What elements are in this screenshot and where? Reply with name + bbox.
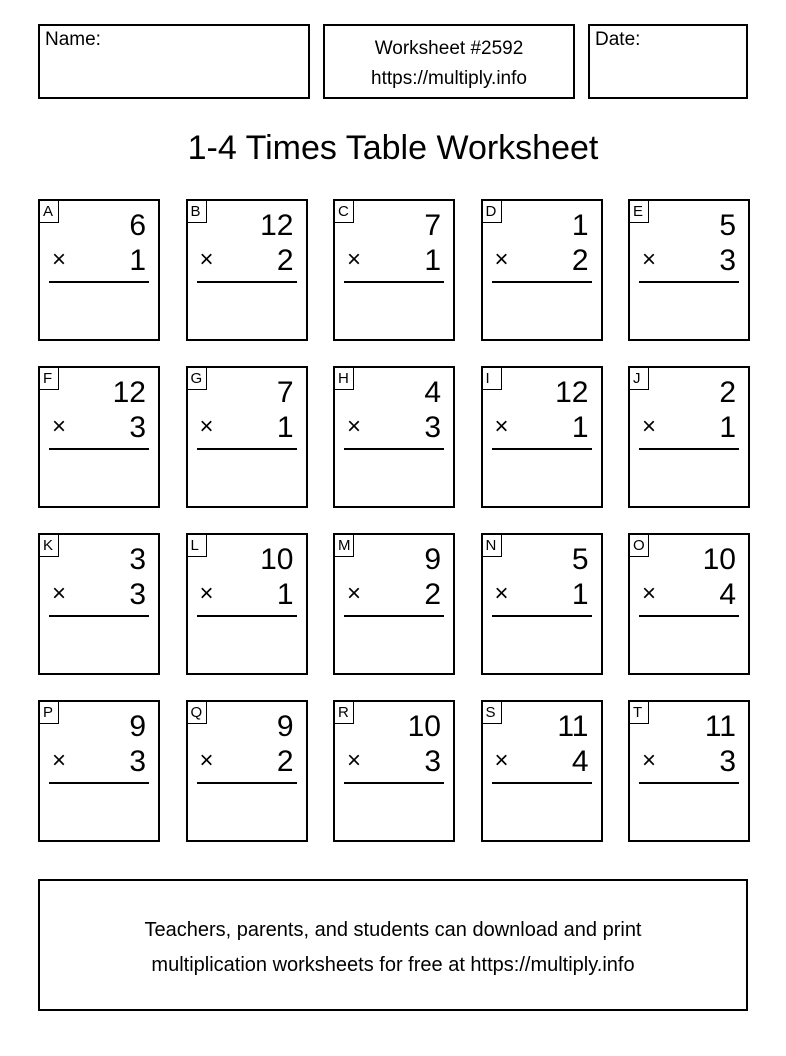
times-sign: × bbox=[494, 413, 509, 440]
multiplier: 3 bbox=[129, 411, 146, 444]
problem-card[interactable] bbox=[186, 199, 308, 341]
multiplicand: 7 bbox=[424, 209, 441, 242]
times-sign: × bbox=[642, 413, 657, 440]
multiplier: 1 bbox=[276, 411, 294, 444]
multiplier: 1 bbox=[129, 244, 146, 277]
problem-letter: H bbox=[335, 368, 354, 390]
multiplier: 1 bbox=[424, 244, 441, 277]
answer-rule bbox=[492, 448, 592, 450]
multiplier: 3 bbox=[424, 745, 441, 778]
problem-card[interactable] bbox=[333, 366, 455, 508]
times-sign: × bbox=[52, 413, 67, 440]
answer-rule bbox=[49, 281, 149, 283]
multiplier: 3 bbox=[719, 745, 736, 778]
problem-letter: E bbox=[630, 201, 649, 223]
times-sign: × bbox=[494, 246, 509, 273]
problem-card[interactable] bbox=[38, 700, 160, 842]
problem-letter: N bbox=[483, 535, 502, 557]
multiplicand: 1 bbox=[571, 209, 589, 242]
times-sign: × bbox=[347, 580, 362, 607]
multiplicand: 11 bbox=[557, 710, 589, 743]
multiplier: 3 bbox=[719, 244, 736, 277]
multiplicand: 5 bbox=[719, 209, 736, 242]
problem-letter: P bbox=[40, 702, 59, 724]
answer-rule bbox=[49, 615, 149, 617]
problem-card[interactable] bbox=[333, 199, 455, 341]
worksheet-url: https://multiply.info bbox=[371, 68, 527, 89]
answer-rule bbox=[344, 281, 444, 283]
problem-letter: G bbox=[188, 368, 207, 390]
answer-rule bbox=[639, 615, 739, 617]
answer-rule bbox=[639, 448, 739, 450]
multiplicand: 4 bbox=[424, 376, 441, 409]
answer-rule bbox=[492, 782, 592, 784]
times-sign: × bbox=[199, 747, 214, 774]
answer-rule bbox=[492, 615, 592, 617]
multiplier: 1 bbox=[571, 578, 589, 611]
multiplier: 1 bbox=[571, 411, 589, 444]
multiplicand: 7 bbox=[276, 376, 294, 409]
multiplicand: 11 bbox=[704, 710, 736, 743]
problem-card[interactable] bbox=[186, 366, 308, 508]
problem-letter: D bbox=[483, 201, 502, 223]
problem-letter: M bbox=[335, 535, 354, 557]
problem-letter: K bbox=[40, 535, 59, 557]
times-sign: × bbox=[52, 246, 67, 273]
problem-card[interactable] bbox=[333, 533, 455, 675]
times-sign: × bbox=[199, 580, 214, 607]
problem-card[interactable] bbox=[481, 366, 603, 508]
problem-letter: J bbox=[630, 368, 649, 390]
footer-line-2: multiplication worksheets for free at https://multiply.info bbox=[151, 954, 635, 976]
problem-card[interactable] bbox=[186, 533, 308, 675]
multiplicand: 10 bbox=[702, 543, 736, 576]
times-sign: × bbox=[52, 747, 67, 774]
times-sign: × bbox=[494, 747, 509, 774]
problem-letter: I bbox=[483, 368, 502, 390]
problem-letter: A bbox=[40, 201, 59, 223]
problem-card[interactable] bbox=[628, 533, 750, 675]
multiplicand: 9 bbox=[129, 710, 146, 743]
answer-rule bbox=[197, 782, 297, 784]
answer-rule bbox=[49, 448, 149, 450]
problem-card[interactable] bbox=[481, 700, 603, 842]
multiplier: 2 bbox=[424, 578, 441, 611]
times-sign: × bbox=[199, 246, 214, 273]
problem-letter: L bbox=[188, 535, 207, 557]
problem-card[interactable] bbox=[38, 366, 160, 508]
problem-card[interactable] bbox=[628, 700, 750, 842]
problem-card[interactable] bbox=[38, 533, 160, 675]
answer-rule bbox=[197, 281, 297, 283]
worksheet-id: Worksheet #2592 bbox=[374, 38, 524, 59]
multiplicand: 3 bbox=[129, 543, 146, 576]
problem-letter: Q bbox=[188, 702, 207, 724]
answer-rule bbox=[344, 448, 444, 450]
page-title: 1-4 Times Table Worksheet bbox=[187, 129, 599, 167]
times-sign: × bbox=[494, 580, 509, 607]
worksheet-info-box bbox=[323, 24, 575, 99]
multiplicand: 12 bbox=[260, 209, 294, 242]
times-sign: × bbox=[347, 413, 362, 440]
problem-letter: R bbox=[335, 702, 354, 724]
problem-card[interactable] bbox=[481, 533, 603, 675]
answer-rule bbox=[492, 281, 592, 283]
footer-line-1: Teachers, parents, and students can download and print bbox=[144, 919, 642, 941]
multiplier: 2 bbox=[276, 745, 294, 778]
multiplicand: 10 bbox=[407, 710, 441, 743]
times-sign: × bbox=[52, 580, 67, 607]
date-box[interactable] bbox=[588, 24, 748, 99]
multiplicand: 6 bbox=[129, 209, 146, 242]
problem-card[interactable] bbox=[333, 700, 455, 842]
problem-letter: S bbox=[483, 702, 502, 724]
multiplier: 1 bbox=[276, 578, 294, 611]
times-sign: × bbox=[347, 246, 362, 273]
times-sign: × bbox=[642, 747, 657, 774]
answer-rule bbox=[344, 615, 444, 617]
multiplier: 4 bbox=[719, 578, 736, 611]
multiplicand: 12 bbox=[555, 376, 589, 409]
multiplier: 1 bbox=[719, 411, 736, 444]
multiplicand: 5 bbox=[571, 543, 589, 576]
answer-rule bbox=[197, 615, 297, 617]
problem-card[interactable] bbox=[481, 199, 603, 341]
answer-rule bbox=[197, 448, 297, 450]
multiplier: 3 bbox=[129, 745, 146, 778]
multiplicand: 10 bbox=[260, 543, 294, 576]
problem-card[interactable] bbox=[628, 199, 750, 341]
problem-letter: T bbox=[630, 702, 649, 724]
problem-letter: F bbox=[40, 368, 59, 390]
multiplier: 2 bbox=[571, 244, 589, 277]
multiplicand: 9 bbox=[424, 543, 441, 576]
multiplicand: 9 bbox=[276, 710, 294, 743]
date-label: Date: bbox=[595, 29, 641, 50]
problem-card[interactable] bbox=[186, 700, 308, 842]
name-box[interactable] bbox=[38, 24, 310, 99]
multiplier: 4 bbox=[571, 745, 589, 778]
times-sign: × bbox=[347, 747, 362, 774]
answer-rule bbox=[639, 782, 739, 784]
problem-card[interactable] bbox=[628, 366, 750, 508]
times-sign: × bbox=[199, 413, 214, 440]
answer-rule bbox=[49, 782, 149, 784]
multiplicand: 12 bbox=[112, 376, 146, 409]
answer-rule bbox=[639, 281, 739, 283]
answer-rule bbox=[344, 782, 444, 784]
name-label: Name: bbox=[45, 29, 101, 50]
problem-letter: B bbox=[188, 201, 207, 223]
times-sign: × bbox=[642, 246, 657, 273]
multiplier: 3 bbox=[424, 411, 441, 444]
footer-box bbox=[38, 879, 748, 1011]
problem-letter: O bbox=[630, 535, 649, 557]
problem-card[interactable] bbox=[38, 199, 160, 341]
multiplicand: 2 bbox=[719, 376, 736, 409]
times-sign: × bbox=[642, 580, 657, 607]
multiplier: 3 bbox=[129, 578, 146, 611]
multiplier: 2 bbox=[276, 244, 294, 277]
problem-letter: C bbox=[335, 201, 354, 223]
